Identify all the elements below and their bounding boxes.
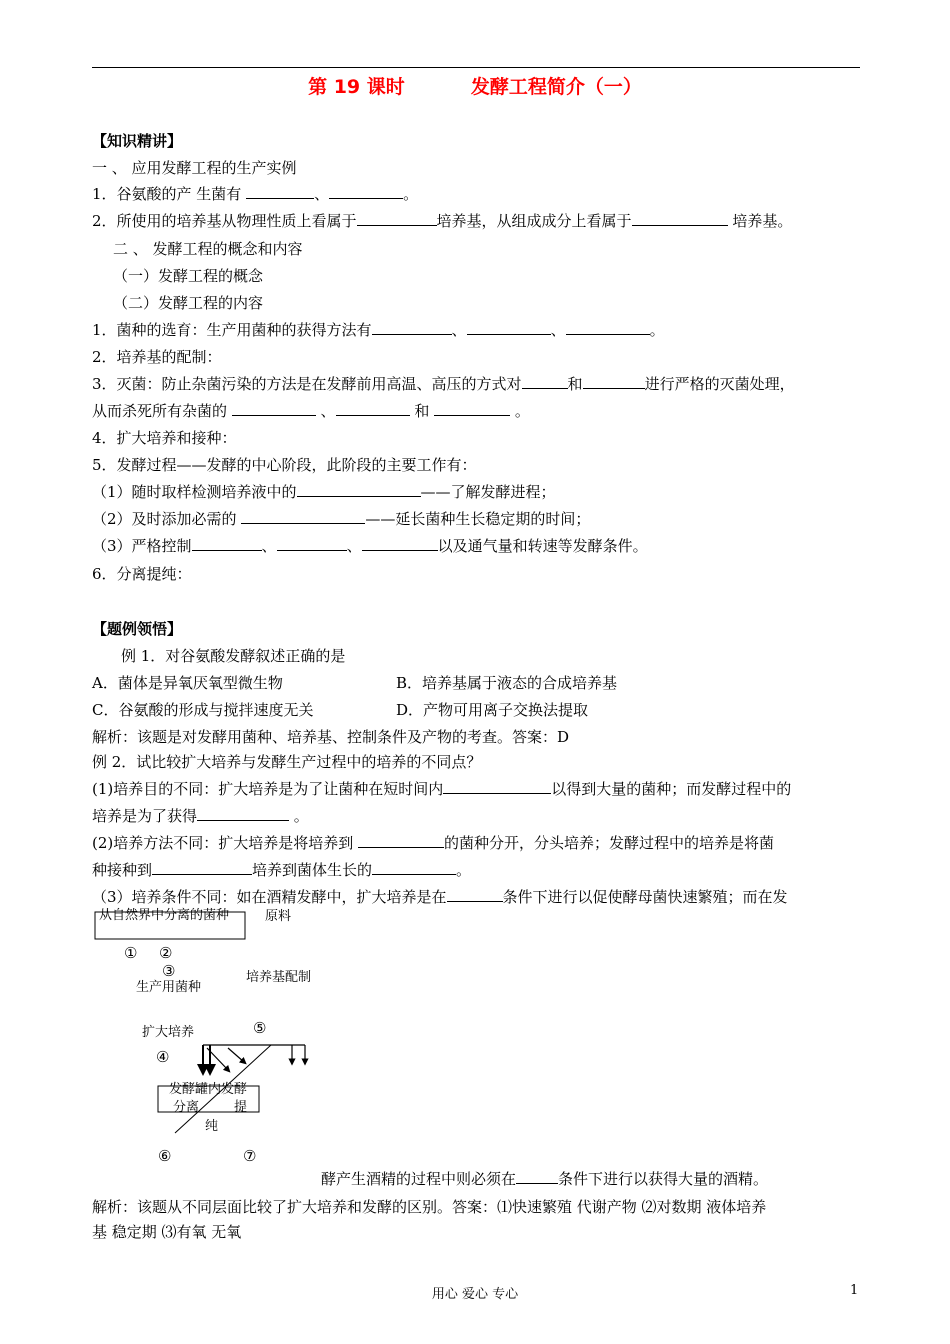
page-number: 1 xyxy=(850,1283,859,1298)
line-14: （2）及时添加必需的 ——延长菌种生长稳定期的时间； xyxy=(92,510,591,528)
example-1: 例 1．对谷氨酸发酵叙述正确的是 xyxy=(121,647,346,665)
section-knowledge: 【知识精讲】 xyxy=(92,132,183,150)
line-5: （一）发酵工程的概念 xyxy=(113,267,264,285)
answer-2a: 解析：该题从不同层面比较了扩大培养和发酵的区别。答案：⑴快速繁殖 代谢产物 ⑵对数期 液体培养 xyxy=(92,1198,767,1216)
diagram-c6: ⑥ xyxy=(158,1147,172,1165)
answer-2b: 基 稳定期 ⑶有氧 无氧 xyxy=(92,1223,242,1241)
option-b: B．培养基属于液态的合成培养基 xyxy=(396,674,618,692)
line-2: 1．谷氨酸的产 生菌有 、 。 xyxy=(92,185,419,203)
diagram-purify: 纯 xyxy=(205,1119,219,1134)
answer-1: 解析：该题是对发酵用菌种、培养基、控制条件及产物的考查。答案：D xyxy=(92,728,570,746)
para-5: （3）培养条件不同：如在酒精发酵中，扩大培养是在 条件下进行以促使酵母菌快速繁殖；而在发 xyxy=(92,888,788,906)
line-8: 2．培养基的配制： xyxy=(92,348,222,366)
option-d: D．产物可用离子交换法提取 xyxy=(396,701,589,719)
page-title: 第 19 课时 发酵工程简介（一） xyxy=(308,76,642,98)
diagram-fermenter: 发酵罐内发酵 xyxy=(169,1082,248,1097)
option-a: A．菌体是异氧厌氧型微生物 xyxy=(92,674,283,692)
line-10: 从而杀死所有杂菌的 、 和 。 xyxy=(92,402,530,420)
line-6: （二）发酵工程的内容 xyxy=(113,294,264,312)
diagram-extract: 提 xyxy=(234,1100,248,1115)
diagram-expand: 扩大培养 xyxy=(142,1025,195,1040)
diagram-c5: ⑤ xyxy=(253,1019,267,1037)
diagram-c2: ② xyxy=(159,944,173,962)
line-3: 2．所使用的培养基从物理性质上看属于 培养基，从组成成分上看属于 培养基。 xyxy=(92,212,793,230)
para-2: 培养是为了获得 。 xyxy=(92,807,309,825)
line-13: （1）随时取样检测培养液中的 ——了解发酵进程； xyxy=(92,483,556,501)
line-12: 5．发酵过程——发酵的中心阶段，此阶段的主要工作有： xyxy=(92,456,477,474)
line-9: 3．灭菌：防止杂菌污染的方法是在发酵前用高温、高压的方式对 和 进行严格的灭菌处理， xyxy=(92,375,795,393)
line-15: （3）严格控制 、 、 以及通气量和转速等发酵条件。 xyxy=(92,537,648,555)
section-examples: 【题例领悟】 xyxy=(92,620,183,638)
para-4: 种接种到 培养到菌体生长的 。 xyxy=(92,861,472,879)
line-7: 1．菌种的选育：生产用菌种的获得方法有 、 、 。 xyxy=(92,321,665,339)
para-3: (2)培养方法不同：扩大培养是将培养到 的菌种分开，分头培养；发酵过程中的培养是将菌 xyxy=(92,834,775,852)
option-c: C．谷氨酸的形成与搅拌速度无关 xyxy=(92,701,314,719)
diagram-c4: ④ xyxy=(156,1048,170,1066)
line-1: 一 、 应用发酵工程的生产实例 xyxy=(92,159,297,177)
line-4: 二 、 发酵工程的概念和内容 xyxy=(113,240,303,258)
line-11: 4．扩大培养和接种： xyxy=(92,429,237,447)
diagram-raw: 原料 xyxy=(265,909,292,924)
diagram-c3: ③ xyxy=(162,962,176,980)
footer-text: 用心 爱心 专心 xyxy=(431,1287,519,1302)
para-6: 酵产生酒精的过程中则必须在 条件下进行以获得大量的酒精。 xyxy=(321,1170,769,1188)
arrow-4 xyxy=(228,1048,244,1062)
diagram-separate: 分离 xyxy=(173,1100,200,1115)
example-2: 例 2．试比较扩大培养与发酵生产过程中的培养的不同点？ xyxy=(92,753,482,771)
diagram-media-prep: 培养基配制 xyxy=(246,970,312,985)
diagram-production-strain: 生产用菌种 xyxy=(136,980,202,995)
diagram-c1: ① xyxy=(124,944,138,962)
para-1: (1)培养目的不同：扩大培养是为了让菌种在短时间内 以得到大量的菌种；而发酵过程中的 xyxy=(92,780,792,798)
diagram-source: 从自然界中分离的菌种 xyxy=(99,908,230,923)
diagram-c7: ⑦ xyxy=(243,1147,257,1165)
line-16: 6．分离提纯： xyxy=(92,565,192,583)
